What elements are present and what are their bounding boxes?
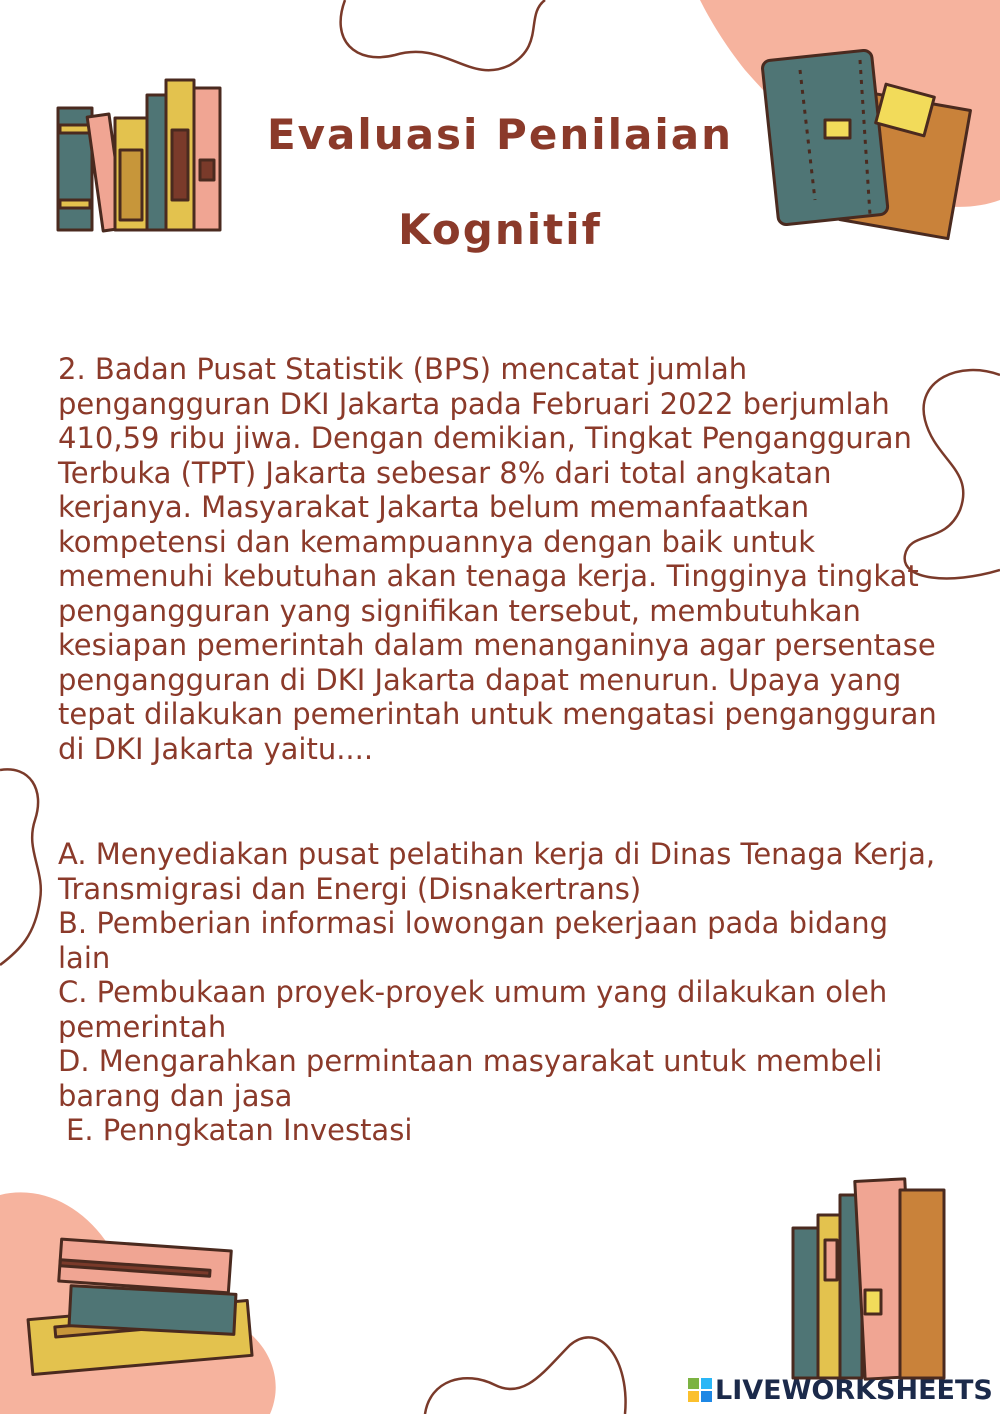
- option-e: E. Penngkatan Investasi: [66, 1113, 413, 1147]
- page-title-line2: Kognitif: [398, 205, 602, 254]
- question-text: 2. Badan Pusat Statistik (BPS) mencatat jumlah pengangguran DKI Jakarta pada Februari 2022 berjumlah 410,59 ribu jiwa. Dengan demikian, Tingkat Pengangguran Terbuka (TPT) Jakarta sebesar 8% dari total angkatan kerjanya. Masyarakat Jakarta belum memanfaatkan kompetensi dan kemampuannya dengan baik untuk memenuhi kebutuhan akan tenaga kerja. Tingginya tingkat pengangguran yang signifikan tersebut, membutuhkan kesiapan pemerintah dalam menanganinya agar persentase pengangguran di DKI Jakarta dapat menurun. Upaya yang tepat dilakukan pemerintah untuk mengatasi pengangguran di DKI Jakarta yaitu....: [58, 352, 937, 766]
- brand-name: LIVEWORKSHEETS: [715, 1374, 993, 1406]
- option-b: B. Pemberian informasi lowongan pekerjaan pada bidang lain: [58, 906, 889, 975]
- answer-options: [58, 837, 938, 1148]
- books-standing-icon: [793, 1179, 944, 1379]
- page-title-line1: Evaluasi Penilaian: [266, 110, 733, 159]
- option-c: C. Pembukaan proyek-proyek umum yang dilakukan oleh pemerintah: [58, 975, 888, 1044]
- liveworksheets-logo-icon: [688, 1378, 712, 1402]
- liveworksheets-brand: [688, 1373, 993, 1407]
- bottom-squiggle: [425, 1337, 626, 1414]
- top-squiggle: [341, 0, 545, 70]
- left-squiggle: [0, 769, 41, 965]
- option-d: D. Mengarahkan permintaan masyarakat untuk membeli barang dan jasa: [58, 1044, 883, 1113]
- option-a: A. Menyediakan pusat pelatihan kerja di Dinas Tenaga Kerja, Transmigrasi dan Energi (Disnakertrans): [58, 837, 936, 906]
